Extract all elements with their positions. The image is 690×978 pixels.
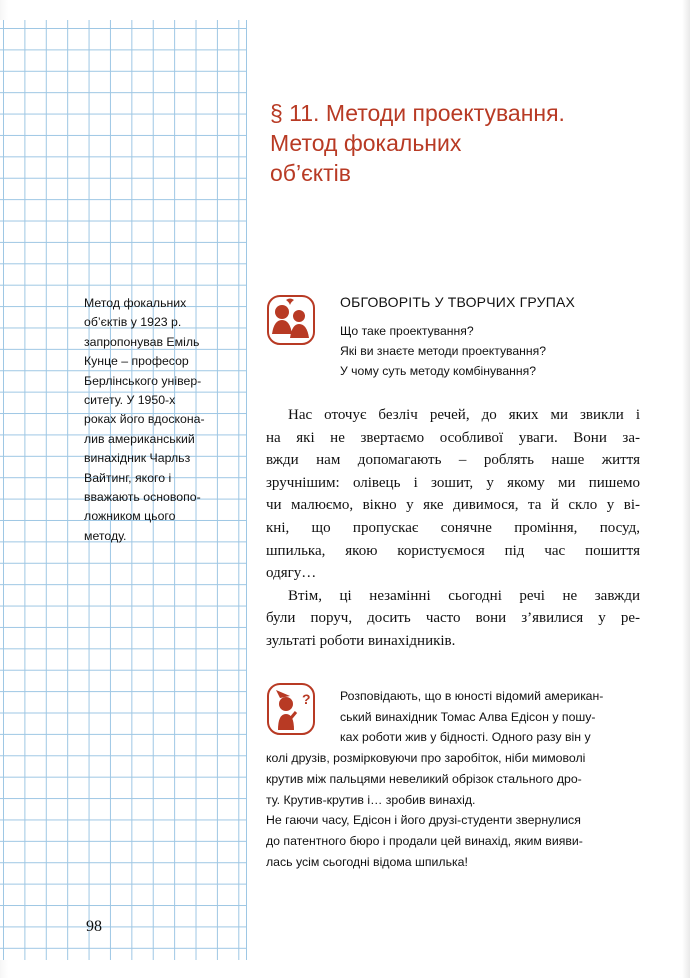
- story-line: ський винахідник Томас Алва Едісон у пошу-: [340, 709, 596, 724]
- body-line: кні, що пропускає сонячне проміння, посуд,: [266, 519, 640, 536]
- story-line: колі друзів, розмірковуючи про заробіток, ніби мимоволі: [266, 751, 586, 766]
- page-title: [270, 98, 650, 188]
- side-note-line: лив американський: [84, 431, 195, 446]
- story-line: лась усім сьогодні відома шпилька!: [266, 854, 468, 869]
- svg-text:?: ?: [302, 691, 311, 707]
- body-line: зультаті роботи винахідників.: [266, 632, 456, 649]
- body-line: були поруч, досить часто вони з’явилися у ре-: [266, 610, 640, 627]
- side-note-line: ложником цього: [84, 509, 176, 524]
- body-line: одягу…: [266, 565, 317, 582]
- side-note-line: винахідник Чарльз: [84, 451, 191, 466]
- side-note-line: об’єктів у 1923 р.: [84, 315, 182, 330]
- side-note-line: методу.: [84, 528, 127, 543]
- side-note-line: вважають основопо-: [84, 490, 201, 505]
- body-line: вжди нам допомагають – роблять наше життя: [266, 452, 640, 469]
- title-line: об’єктів: [270, 160, 351, 186]
- side-note-line: Кунце – професор: [84, 354, 189, 369]
- edison-story: [266, 686, 642, 872]
- body-line: шпилька, якою користуємося під час пошиття: [266, 542, 640, 559]
- story-line: Не гаючи часу, Едісон і його друзі-студенти звернулися: [266, 813, 581, 828]
- main-paragraphs: [266, 404, 640, 653]
- discussion-block: [340, 293, 640, 381]
- group-discussion-icon: [266, 292, 316, 348]
- story-line: Розповідають, що в юності відомий америкaн-: [340, 689, 604, 703]
- title-line: Метод фокальних: [270, 130, 462, 156]
- side-note-line: Берлінського універ-: [84, 373, 202, 388]
- discussion-question: Які ви знаєте методи проектування?: [340, 344, 547, 358]
- side-note-line: Метод фокальних: [84, 296, 187, 310]
- discussion-question: У чому суть методу комбінування?: [340, 364, 537, 378]
- discussion-question: Що таке проектування?: [340, 324, 474, 338]
- side-note-line: роках його вдоскона-: [84, 412, 205, 427]
- discussion-heading: ОБГОВОРІТЬ У ТВОРЧИХ ГРУПАХ: [340, 294, 576, 310]
- story-line: до патентного бюро і продали цей винахід, яким вияви-: [266, 833, 583, 848]
- side-note: [84, 294, 230, 546]
- story-line: ках роботи жив у бідності. Одного разу він у: [340, 730, 591, 745]
- story-line: крутив між пальцями невеликий обрізок стального дро-: [266, 771, 582, 786]
- body-line: чи малюємо, вікно у яке дивимося, та й скло у ві-: [266, 497, 640, 514]
- body-line: Втім, ці незамінні сьогодні речі не завжди: [288, 587, 640, 604]
- body-line: зручнішим: олівець і зошит, у якому ми пишемо: [266, 474, 640, 491]
- side-note-line: запропонував Еміль: [84, 334, 200, 349]
- page-number: 98: [86, 918, 102, 935]
- body-line: на які не звертаємо особливої уваги. Вони за-: [266, 429, 640, 446]
- story-line: ту. Крутив-крутив і… зробив винахід.: [266, 792, 476, 807]
- body-line: Нас оточує безліч речей, до яких ми звикли і: [288, 407, 640, 423]
- title-line: § 11. Методи проектування.: [270, 100, 565, 126]
- side-note-line: Вайтинг, якого і: [84, 470, 172, 485]
- side-note-line: ситету. У 1950-х: [84, 393, 176, 408]
